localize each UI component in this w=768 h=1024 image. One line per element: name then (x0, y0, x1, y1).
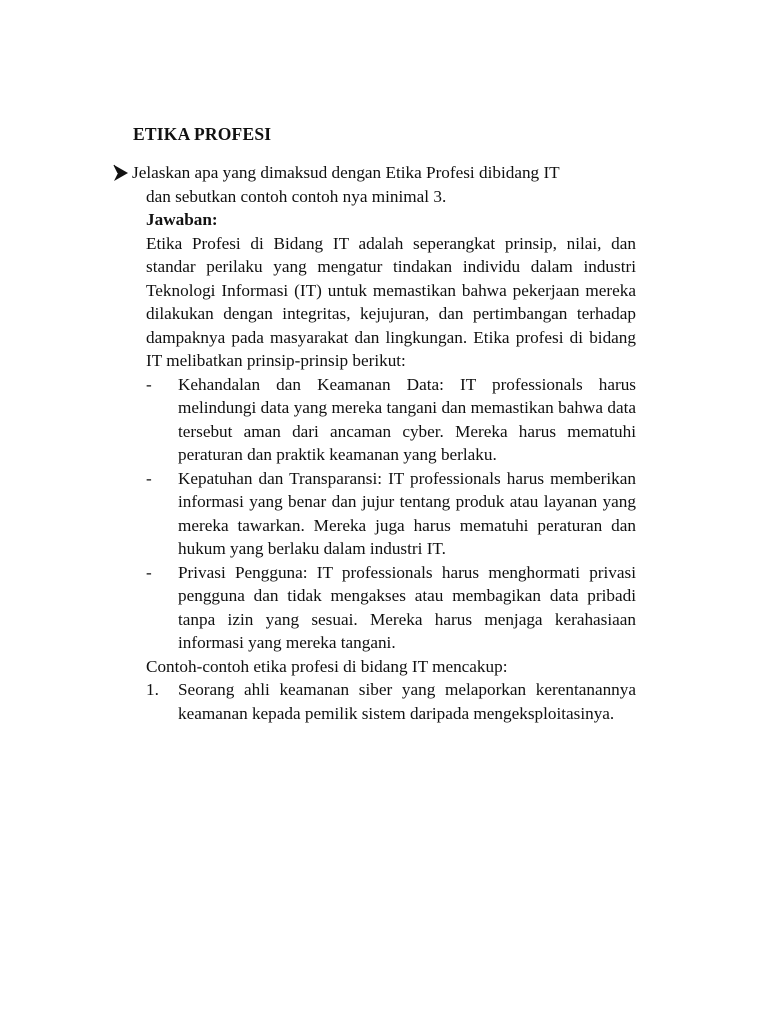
arrow-bullet-icon (113, 164, 129, 182)
principle-item (146, 373, 636, 467)
example-text: Seorang ahli keamanan siber yang melaporkan kerentanannya keamanan kepada pemilik sistem daripada mengeksploitasinya. (178, 680, 636, 723)
examples-intro: Contoh-contoh etika profesi di bidang IT mencakup: (146, 656, 508, 676)
dash-bullet: - (146, 468, 152, 488)
example-number: 1. (146, 680, 159, 699)
document-title: ETIKA PROFESI (133, 124, 272, 144)
question-text-line-1: Jelaskan apa yang dimaksud dengan Etika Profesi dibidang IT (132, 163, 560, 182)
examples-list (146, 678, 636, 725)
principle-text: Kepatuhan dan Transparansi: IT professionals harus memberikan informasi yang benar dan jujur tentang produk atau layanan yang mereka tawarkan. Mereka juga harus mematuhi peraturan dan hukum yang berlaku dalam industri IT. (178, 468, 636, 558)
dash-bullet: - (146, 562, 152, 582)
principles-list (146, 373, 636, 655)
answer-label: Jawaban: (146, 210, 218, 229)
principle-text: Kehandalan dan Keamanan Data: IT professionals harus melindungi data yang mereka tangani dan memastikan bahwa data tersebut aman dari ancaman cyber. Mereka harus mematuhi peraturan dan praktik keamanan yang berlaku. (178, 374, 636, 464)
example-item (146, 678, 636, 725)
answer-block (146, 208, 636, 725)
question-text-line-2: dan sebutkan contoh contoh nya minimal 3. (146, 186, 447, 206)
principle-item (146, 467, 636, 561)
principle-item (146, 561, 636, 655)
principle-text: Privasi Pengguna: IT professionals harus menghormati privasi pengguna dan tidak mengakses atau membagikan data pribadi tanpa izin yang sesuai. Mereka harus menjaga kerahasiaan informasi yang mereka tangani. (178, 562, 636, 652)
dash-bullet: - (146, 374, 152, 394)
answer-intro-paragraph: Etika Profesi di Bidang IT adalah seperangkat prinsip, nilai, dan standar perilaku yang mengatur tindakan individu dalam industri Teknologi Informasi (IT) untuk memastikan bahwa pekerjaan mereka dilakukan dengan integritas, kejujuran, dan pertimbangan terhadap dampaknya pada masyarakat dan lingkungan. Etika profesi di bidang IT melibatkan prinsip-prinsip berikut: (146, 233, 636, 370)
